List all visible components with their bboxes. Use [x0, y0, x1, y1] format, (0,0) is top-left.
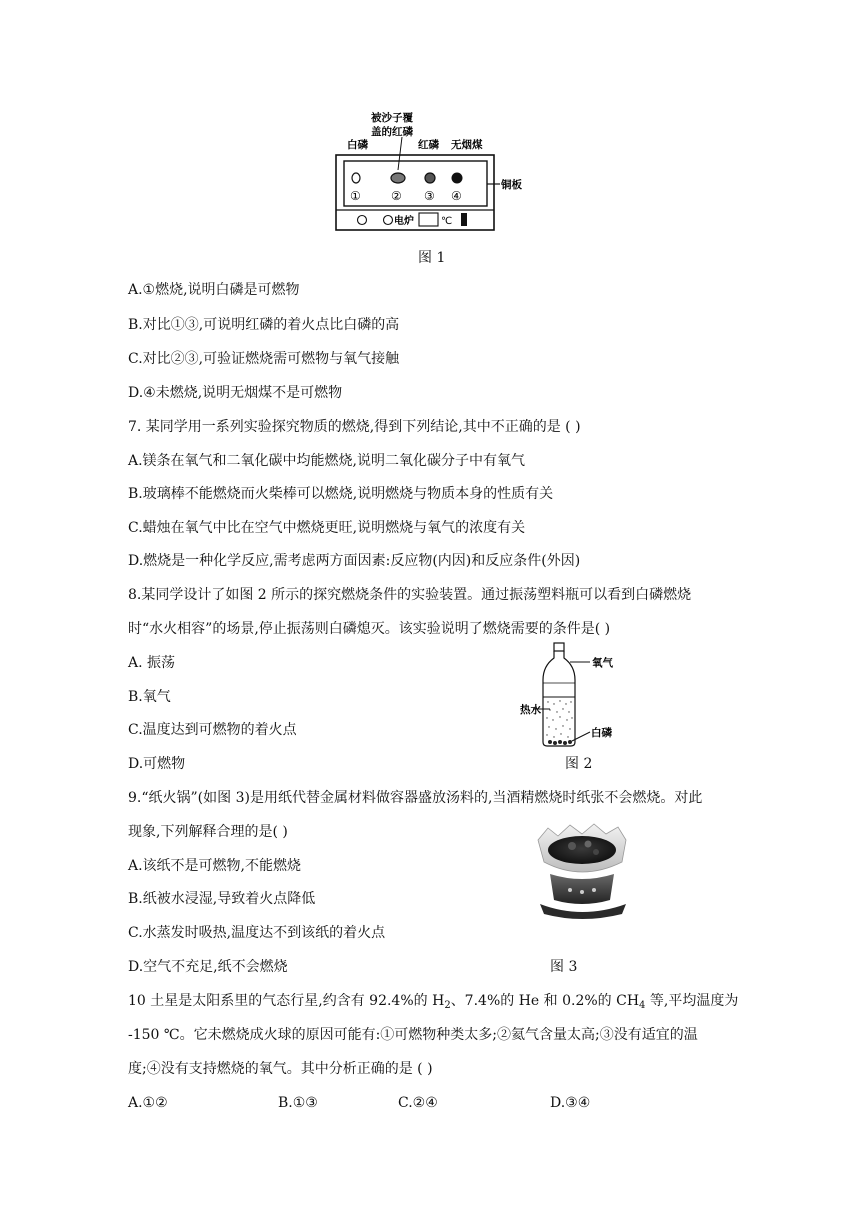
label-white-phosphorus: 白磷: [347, 139, 368, 151]
q10-option-d: D.③④: [550, 1095, 591, 1111]
figure-3-paper-hotpot-photo: [530, 822, 635, 922]
q9-option-d: D.空气不充足,纸不会燃烧: [128, 959, 288, 975]
q9-stem-line-2: 现象,下列解释合理的是( ): [128, 824, 288, 840]
copper-plate: [344, 161, 487, 206]
q6-option-c: C.对比②③,可验证燃烧需可燃物与氧气接触: [128, 351, 400, 367]
q10-option-a: A.①②: [128, 1095, 168, 1111]
q8-option-c: C.温度达到可燃物的着火点: [128, 722, 297, 738]
soup-contents: [548, 836, 616, 864]
q8-option-a: A. 振荡: [128, 655, 176, 671]
q10-ch4-subscript: 4: [639, 1000, 646, 1011]
knob-1-icon: [358, 216, 367, 225]
q10-option-c: C.②④: [398, 1095, 438, 1111]
label-copper-plate: 铜板: [501, 179, 522, 191]
hot-water-dots: [546, 700, 572, 737]
switch-icon: [461, 213, 467, 226]
q9-option-b: B.纸被水浸湿,导致着火点降低: [128, 891, 316, 907]
anthracite-sample: [452, 173, 463, 184]
label-red-phosphorus: 红磷: [418, 139, 439, 151]
marker-4: ④: [451, 189, 462, 203]
red-phosphorus-sample: [425, 173, 435, 183]
q10-line1-part-a: 10 土星是太阳系里的气态行星,约含有 92.4%的 H: [128, 993, 445, 1009]
q9-option-c: C.水蒸发时吸热,温度达不到该纸的着火点: [128, 925, 386, 941]
q9-stem-line-1: 9.“纸火锅”(如图 3)是用纸代替金属材料做容器盛放汤料的,当酒精燃烧时纸张不会燃烧。对此: [128, 790, 703, 806]
white-phosphorus-sample: [352, 173, 360, 183]
q10-stem-line-2: -150 ℃。它未燃烧成火球的原因可能有:①可燃物种类太多;②氦气含量太高;③没有适宜的温: [128, 1027, 698, 1043]
q10-line1-part-b: 、7.4%的 He 和 0.2%的 CH: [450, 993, 640, 1009]
label-electric-furnace: 电炉: [394, 216, 414, 227]
covered-red-phosphorus-sample: [391, 173, 405, 183]
q8-option-d: D.可燃物: [128, 756, 186, 772]
white-phosphorus-granules: [548, 740, 572, 745]
q6-option-d: D.④未燃烧,说明无烟煤不是可燃物: [128, 385, 343, 401]
q10-h2-subscript: 2: [444, 1000, 451, 1011]
figure-1-hotplate-diagram: [330, 108, 540, 234]
plastic-bottle: [543, 651, 575, 746]
q7-option-d: D.燃烧是一种化学反应,需考虑两方面因素:反应物(内因)和反应条件(外因): [128, 553, 581, 569]
figure-2-bottle-diagram: [520, 640, 630, 750]
marker-3: ③: [424, 189, 435, 203]
q7-stem: 7. 某同学用一系列实验探究物质的燃烧,得到下列结论,其中不正确的是 ( ): [128, 419, 581, 435]
label-celsius: ℃: [441, 216, 453, 227]
figure-3-caption: 图 3: [550, 959, 578, 975]
label-hot-water: 热水: [520, 704, 541, 716]
marker-1: ①: [350, 189, 361, 203]
q10-stem-line-1: [128, 991, 738, 1011]
burner-stand: [550, 874, 614, 904]
temperature-display: [419, 213, 438, 226]
label-covered-red-phosphorus-1: 被沙子覆: [371, 112, 413, 124]
q7-option-b: B.玻璃棒不能燃烧而火柴棒可以燃烧,说明燃烧与物质本身的性质有关: [128, 486, 554, 502]
label-oxygen: 氧气: [592, 657, 613, 669]
q10-stem-line-3: 度;④没有支持燃烧的氧气。其中分析正确的是 ( ): [128, 1061, 433, 1077]
q8-stem-line-2: 时“水火相容”的场景,停止振荡则白磷熄灭。该实验说明了燃烧需要的条件是( ): [128, 621, 611, 637]
label-covered-red-phosphorus-2: 盖的红磷: [371, 126, 413, 138]
stand-base: [540, 904, 626, 919]
figure-1-caption: 图 1: [418, 250, 446, 266]
bottle-cap: [554, 643, 564, 651]
q6-option-a: A.①燃烧,说明白磷是可燃物: [128, 282, 300, 298]
q9-option-a: A.该纸不是可燃物,不能燃烧: [128, 858, 302, 874]
q7-option-a: A.镁条在氧气和二氧化碳中均能燃烧,说明二氧化碳分子中有氧气: [128, 453, 526, 469]
q10-line1-part-c: 等,平均温度为: [645, 993, 739, 1009]
label-white-phosphorus-fig2: 白磷: [591, 727, 612, 739]
figure-2-caption: 图 2: [565, 756, 593, 772]
label-anthracite: 无烟煤: [451, 139, 483, 151]
marker-2: ②: [391, 189, 402, 203]
q10-option-b: B.①③: [278, 1095, 318, 1111]
q8-stem-line-1: 8.某同学设计了如图 2 所示的探究燃烧条件的实验装置。通过振荡塑料瓶可以看到白磷燃烧: [128, 587, 692, 603]
q6-option-b: B.对比①③,可说明红磷的着火点比白磷的高: [128, 317, 400, 333]
q8-option-b: B.氧气: [128, 689, 171, 705]
q7-option-c: C.蜡烛在氧气中比在空气中燃烧更旺,说明燃烧与氧气的浓度有关: [128, 520, 526, 536]
knob-2-icon: [384, 216, 393, 225]
